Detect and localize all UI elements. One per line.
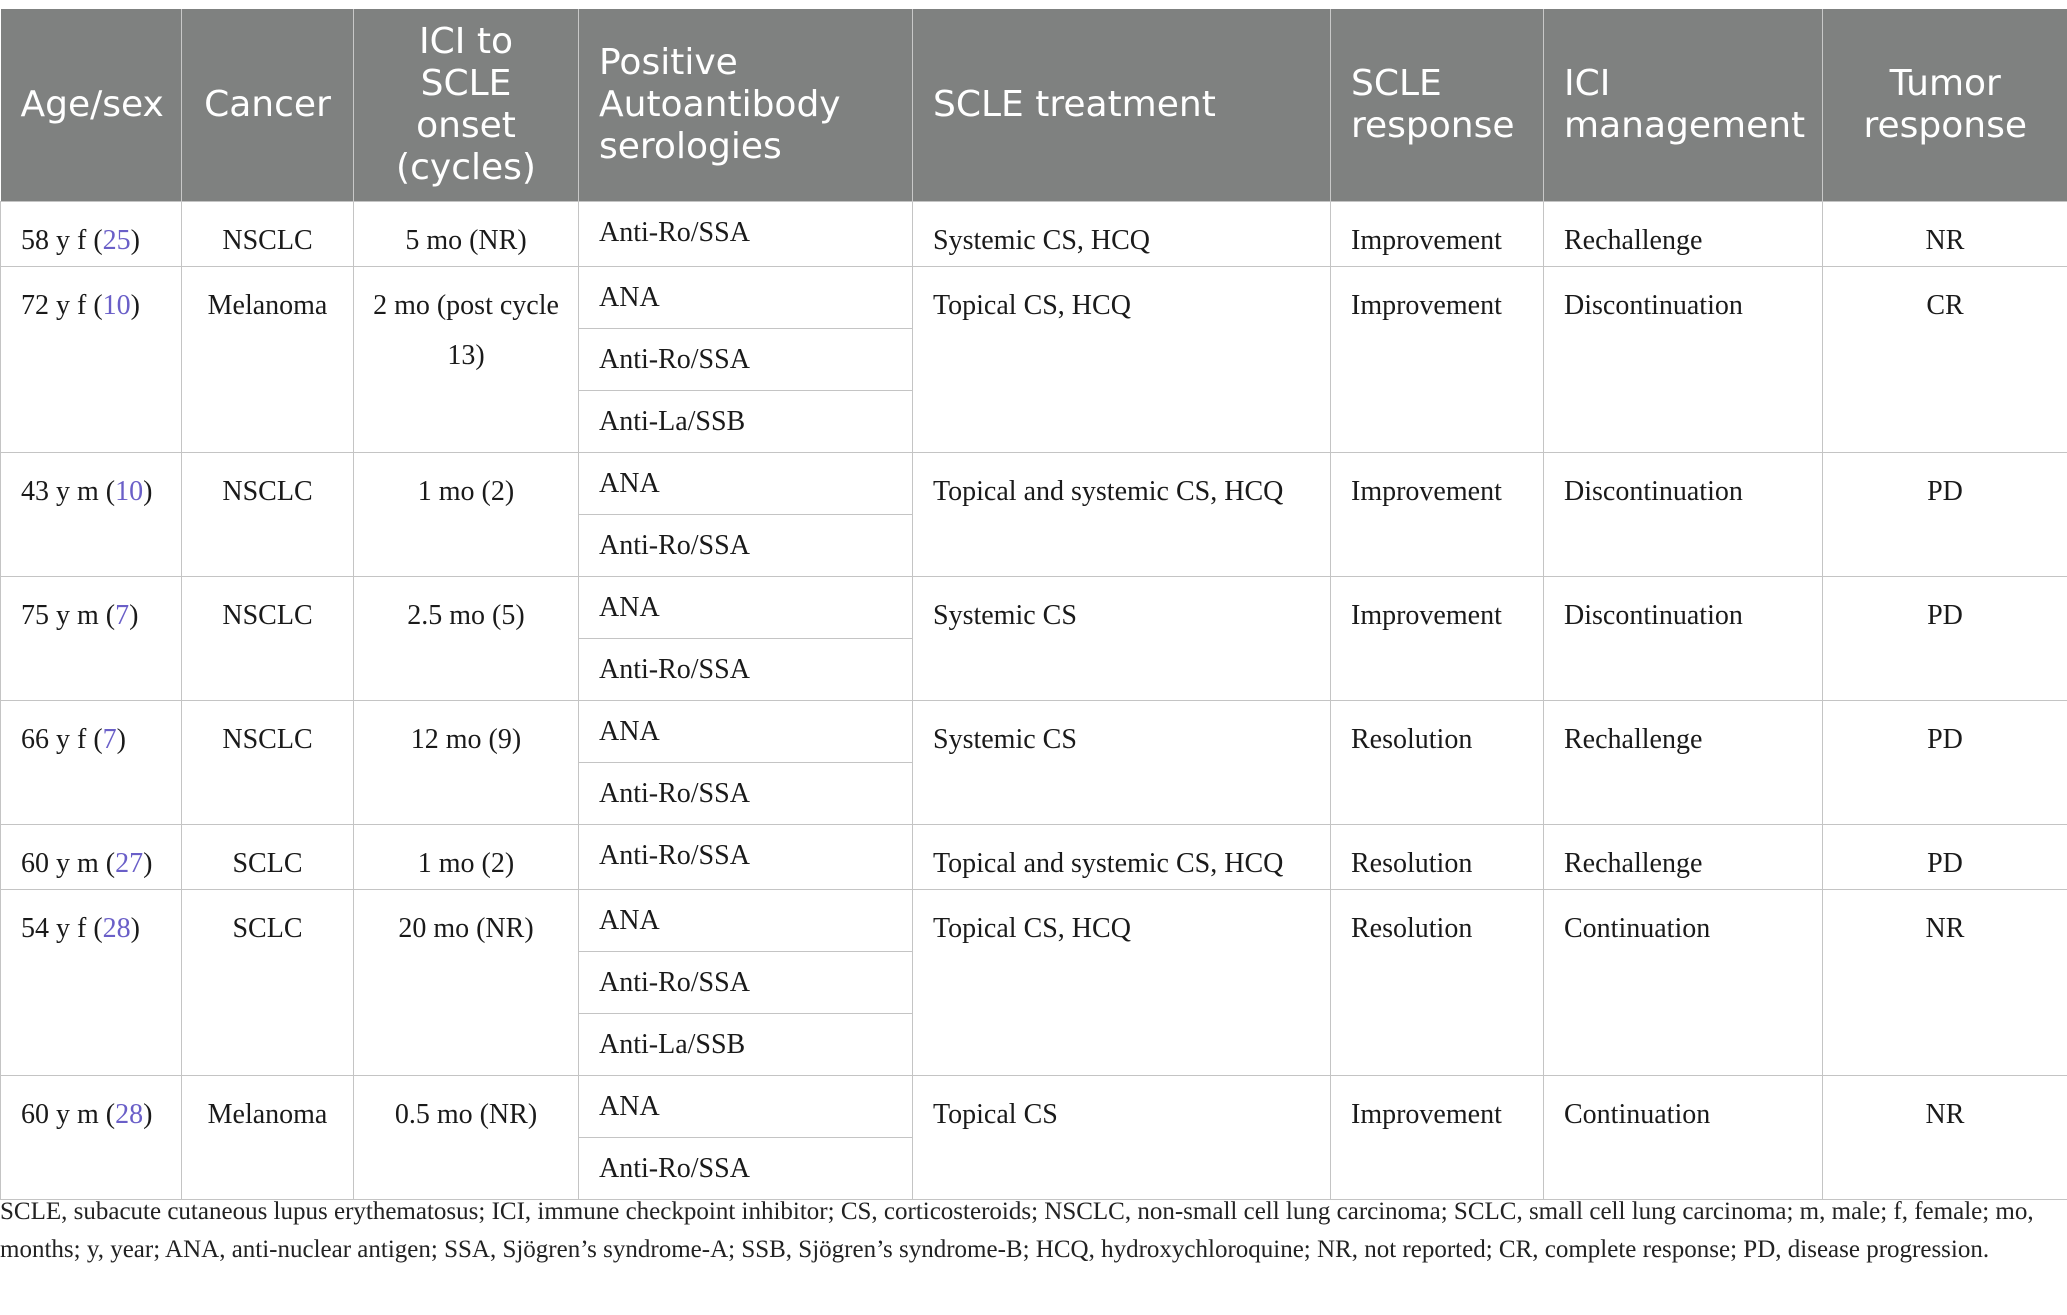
cell-onset: 1 mo (2) [354, 825, 579, 890]
age-sex-close: ) [143, 1099, 153, 1130]
table-row [1, 577, 2067, 639]
cell-cancer: NSCLC [182, 202, 354, 267]
cell-ici-management: Rechallenge [1544, 202, 1823, 267]
cell-serology: ANA [579, 577, 913, 639]
cell-scle-response: Resolution [1331, 701, 1544, 825]
cell-cancer: NSCLC [182, 577, 354, 701]
header-scle-response: SCLE response [1331, 9, 1544, 202]
age-sex-text: 58 y f ( [21, 225, 103, 256]
cell-age-sex [1, 1076, 182, 1200]
cell-serology: Anti-Ro/SSA [579, 329, 913, 391]
cell-cancer: SCLC [182, 890, 354, 1076]
cell-scle-response: Improvement [1331, 453, 1544, 577]
header-treatment: SCLE treatment [913, 9, 1331, 202]
reference-link[interactable]: 25 [102, 225, 131, 256]
cell-onset: 12 mo (9) [354, 701, 579, 825]
cell-cancer: NSCLC [182, 453, 354, 577]
cell-tumor-response: PD [1823, 825, 2067, 890]
cell-ici-management: Discontinuation [1544, 577, 1823, 701]
table-footnote: SCLE, subacute cutaneous lupus erythematosus; ICI, immune checkpoint inhibitor; CS, corticosteroids; NSCLC, non-small cell lung carcinoma; SCLC, small cell lung carcinoma; m, male; f, female; mo, months; y, year; ANA, anti-nuclear antigen; SSA, Sjögren’s syndrome-A; SSB, Sjögren’s syndrome-B; HCQ, hydroxychloroquine; NR, not reported; CR, complete response; PD, disease progression. [0, 1198, 2034, 1263]
cell-ici-management: Rechallenge [1544, 701, 1823, 825]
age-sex-text: 72 y f ( [21, 290, 103, 321]
cell-tumor-response: CR [1823, 267, 2067, 453]
table-row [1, 267, 2067, 329]
cell-onset: 2.5 mo (5) [354, 577, 579, 701]
cell-scle-response: Improvement [1331, 202, 1544, 267]
cell-onset: 20 mo (NR) [354, 890, 579, 1076]
age-sex-close: ) [116, 724, 126, 755]
cell-tumor-response: NR [1823, 890, 2067, 1076]
cell-ici-management: Discontinuation [1544, 453, 1823, 577]
table-header [1, 9, 2067, 202]
cell-age-sex [1, 577, 182, 701]
cell-onset: 0.5 mo (NR) [354, 1076, 579, 1200]
reference-link[interactable]: 7 [102, 724, 117, 755]
cell-onset: 1 mo (2) [354, 453, 579, 577]
cell-treatment: Topical CS, HCQ [913, 267, 1331, 453]
cell-cancer: NSCLC [182, 701, 354, 825]
header-age-sex: Age/sex [1, 9, 182, 202]
cell-scle-response: Resolution [1331, 825, 1544, 890]
age-sex-text: 43 y m ( [21, 476, 116, 507]
reference-link[interactable]: 7 [115, 600, 130, 631]
cell-treatment: Systemic CS, HCQ [913, 202, 1331, 267]
cell-treatment: Topical and systemic CS, HCQ [913, 453, 1331, 577]
cell-serology: ANA [579, 453, 913, 515]
cell-serology: Anti-Ro/SSA [579, 202, 913, 267]
age-sex-close: ) [143, 476, 153, 507]
age-sex-close: ) [130, 913, 140, 944]
cell-ici-management: Rechallenge [1544, 825, 1823, 890]
cell-treatment: Systemic CS [913, 701, 1331, 825]
cell-ici-management: Continuation [1544, 890, 1823, 1076]
cell-serology: Anti-Ro/SSA [579, 1138, 913, 1200]
table-row [1, 701, 2067, 763]
cell-ici-management: Continuation [1544, 1076, 1823, 1200]
cell-treatment: Topical CS [913, 1076, 1331, 1200]
cell-cancer: Melanoma [182, 1076, 354, 1200]
cell-tumor-response: NR [1823, 1076, 2067, 1200]
age-sex-text: 66 y f ( [21, 724, 103, 755]
table-row [1, 890, 2067, 952]
cell-tumor-response: PD [1823, 701, 2067, 825]
cell-serology: Anti-Ro/SSA [579, 825, 913, 890]
age-sex-close: ) [130, 290, 140, 321]
cell-tumor-response: NR [1823, 202, 2067, 267]
cell-ici-management: Discontinuation [1544, 267, 1823, 453]
age-sex-close: ) [129, 600, 139, 631]
reference-link[interactable]: 10 [115, 476, 144, 507]
table-row [1, 1076, 2067, 1138]
cell-scle-response: Improvement [1331, 267, 1544, 453]
cell-age-sex [1, 890, 182, 1076]
cell-age-sex [1, 267, 182, 453]
cell-serology: Anti-La/SSB [579, 1014, 913, 1076]
age-sex-text: 75 y m ( [21, 600, 116, 631]
cell-age-sex [1, 202, 182, 267]
table-row [1, 825, 2067, 890]
age-sex-text: 54 y f ( [21, 913, 103, 944]
reference-link[interactable]: 28 [102, 913, 131, 944]
cell-age-sex [1, 825, 182, 890]
header-ici-management: ICI management [1544, 9, 1823, 202]
cell-serology: Anti-La/SSB [579, 391, 913, 453]
cell-serology: ANA [579, 267, 913, 329]
cell-cancer: SCLC [182, 825, 354, 890]
header-serologies: Positive Autoantibody serologies [579, 9, 913, 202]
data-table [0, 9, 2067, 1200]
cell-onset: 5 mo (NR) [354, 202, 579, 267]
table-body [1, 202, 2067, 1200]
cell-treatment: Topical and systemic CS, HCQ [913, 825, 1331, 890]
header-tumor-response: Tumor response [1823, 9, 2067, 202]
cell-age-sex [1, 701, 182, 825]
cell-serology: ANA [579, 1076, 913, 1138]
age-sex-text: 60 y m ( [21, 848, 116, 879]
cell-age-sex [1, 453, 182, 577]
cell-scle-response: Improvement [1331, 1076, 1544, 1200]
age-sex-close: ) [130, 225, 140, 256]
cell-serology: Anti-Ro/SSA [579, 515, 913, 577]
cell-onset: 2 mo (post cycle 13) [354, 267, 579, 453]
age-sex-text: 60 y m ( [21, 1099, 116, 1130]
table-row [1, 453, 2067, 515]
cell-cancer: Melanoma [182, 267, 354, 453]
cell-scle-response: Resolution [1331, 890, 1544, 1076]
cell-serology: Anti-Ro/SSA [579, 639, 913, 701]
cell-serology: Anti-Ro/SSA [579, 952, 913, 1014]
header-cancer: Cancer [182, 9, 354, 202]
cell-serology: ANA [579, 701, 913, 763]
reference-link[interactable]: 28 [115, 1099, 144, 1130]
reference-link[interactable]: 27 [115, 848, 144, 879]
reference-link[interactable]: 10 [102, 290, 131, 321]
cell-scle-response: Improvement [1331, 577, 1544, 701]
cell-serology: Anti-Ro/SSA [579, 763, 913, 825]
cell-treatment: Systemic CS [913, 577, 1331, 701]
header-onset: ICI to SCLE onset (cycles) [354, 9, 579, 202]
cell-tumor-response: PD [1823, 453, 2067, 577]
cell-serology: ANA [579, 890, 913, 952]
cell-tumor-response: PD [1823, 577, 2067, 701]
header-row [1, 9, 2067, 202]
cell-treatment: Topical CS, HCQ [913, 890, 1331, 1076]
age-sex-close: ) [143, 848, 153, 879]
table-row [1, 202, 2067, 267]
